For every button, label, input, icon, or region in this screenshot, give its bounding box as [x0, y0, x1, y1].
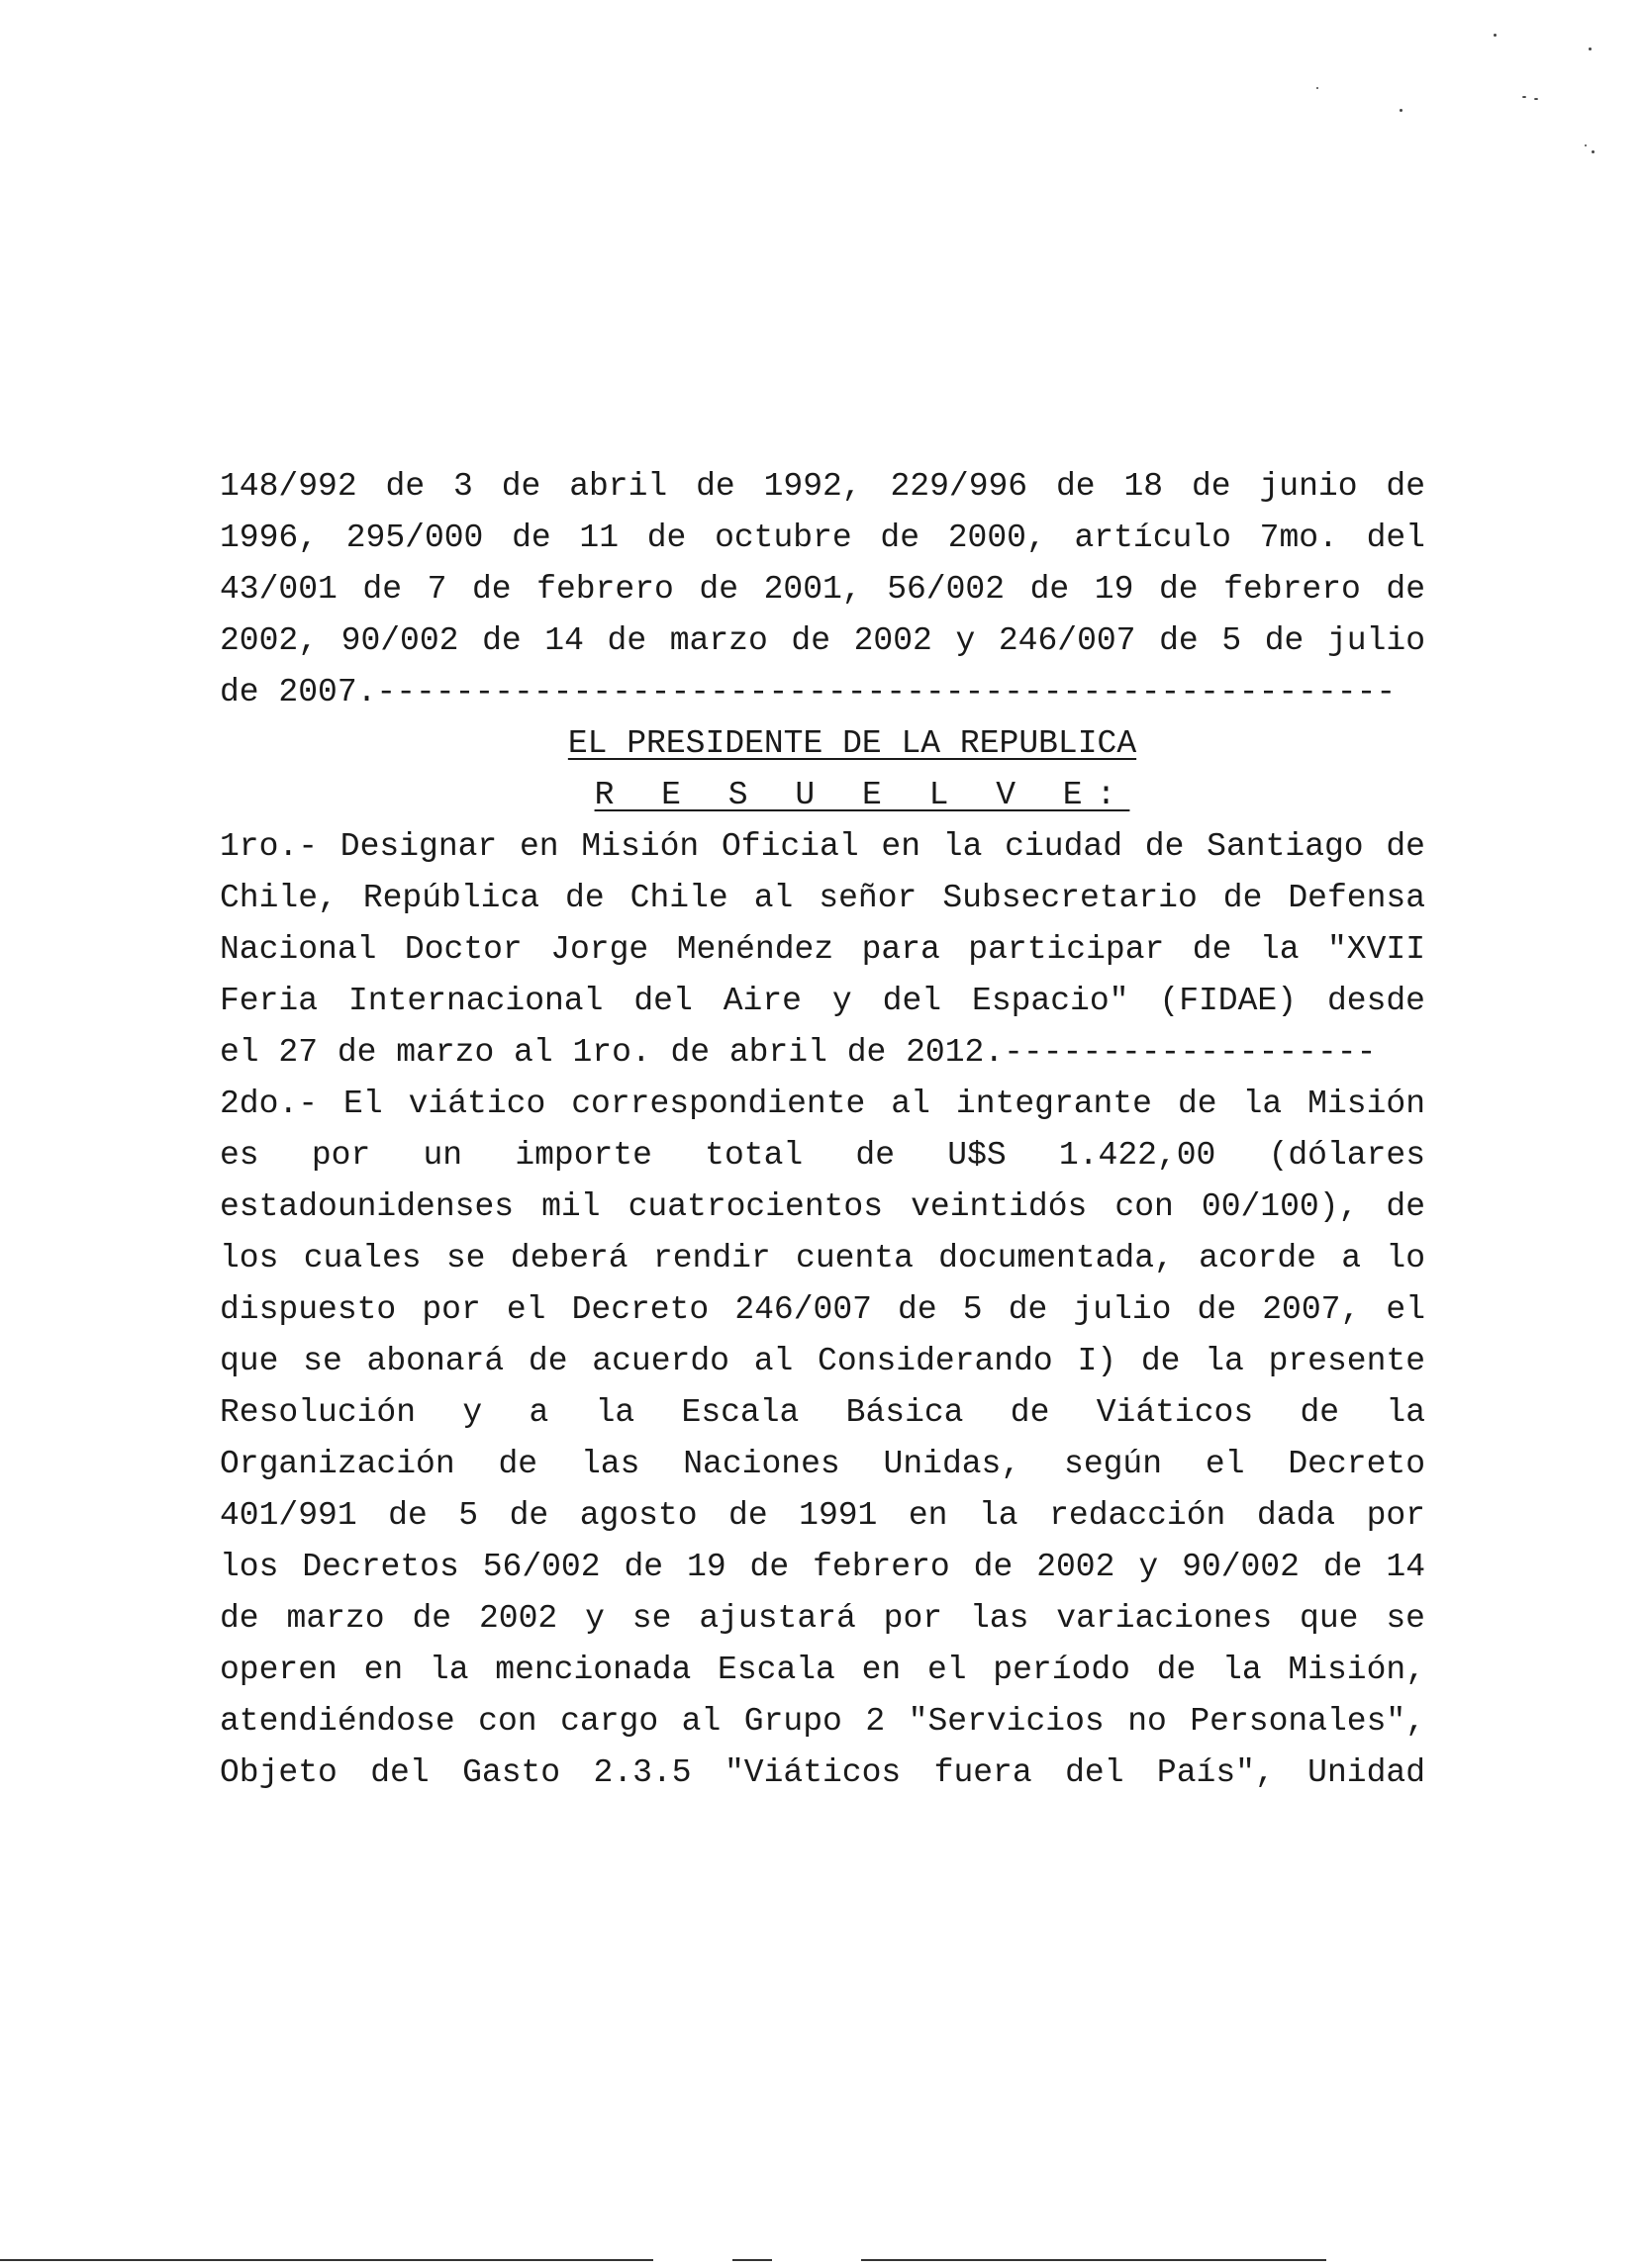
text-line: Feria Internacional del Aire y del Espacio" (FIDAE) desde [220, 983, 1425, 1019]
text-line: que se abonará de acuerdo al Considerando I) de la presente [220, 1343, 1425, 1379]
scan-edge-line [0, 2259, 653, 2261]
resuelve-heading [220, 770, 1425, 821]
scan-edge-line [732, 2259, 772, 2261]
text-line: dispuesto por el Decreto 246/007 de 5 de julio de 2007, el [220, 1291, 1425, 1328]
text-line: es por un importe total de U$S 1.422,00 (dólares [220, 1137, 1425, 1174]
text-line: de marzo de 2002 y se ajustará por las variaciones que se [220, 1600, 1425, 1637]
scan-speck [1400, 109, 1402, 112]
text-line: 1ro.- Designar en Misión Oficial en la ciudad de Santiago de [220, 828, 1425, 865]
resuelve-heading-text: R E S U E L V E: [594, 777, 1130, 813]
presidente-heading [220, 718, 1425, 770]
scan-edge-line [861, 2259, 1326, 2261]
text-line: 43/001 de 7 de febrero de 2001, 56/002 de 19 de febrero de [220, 571, 1425, 608]
text-line: operen en la mencionada Escala en el período de la Misión, [220, 1652, 1425, 1688]
text-line: 148/992 de 3 de abril de 1992, 229/996 de 18 de junio de [220, 468, 1425, 505]
scan-speck [1585, 144, 1587, 146]
text-line: 2002, 90/002 de 14 de marzo de 2002 y 246/007 de 5 de julio [220, 622, 1425, 659]
text-line: los cuales se deberá rendir cuenta documentada, acorde a lo [220, 1240, 1425, 1276]
text-line: 1996, 295/000 de 11 de octubre de 2000, artículo 7mo. del [220, 520, 1425, 556]
scan-speck [1589, 47, 1592, 50]
scan-speck [1494, 34, 1497, 37]
text-line: Nacional Doctor Jorge Menéndez para participar de la "XVII [220, 931, 1425, 968]
text-line: los Decretos 56/002 de 19 de febrero de 2002 y 90/002 de 14 [220, 1549, 1425, 1585]
text-line: estadounidenses mil cuatrocientos veintidós con 00/100), de [220, 1188, 1425, 1225]
text-line: 2do.- El viático correspondiente al integrante de la Misión [220, 1086, 1425, 1122]
text-line: de 2007.---------------------------------------------------- [220, 674, 1397, 710]
scan-speck [1316, 87, 1318, 89]
text-line: Objeto del Gasto 2.3.5 "Viáticos fuera del País", Unidad [220, 1754, 1425, 1791]
text-line: 401/991 de 5 de agosto de 1991 en la redacción dada por [220, 1497, 1425, 1534]
text-line: Organización de las Naciones Unidas, según el Decreto [220, 1446, 1425, 1482]
text-line: Chile, República de Chile al señor Subsecretario de Defensa [220, 880, 1425, 916]
text-line: Resolución y a la Escala Básica de Viáticos de la [220, 1394, 1425, 1431]
text-line: atendiéndose con cargo al Grupo 2 "Servicios no Personales", [220, 1703, 1425, 1740]
scan-speck [1592, 150, 1595, 153]
presidente-heading-text: EL PRESIDENTE DE LA REPUBLICA [567, 725, 1137, 762]
scan-speck [1534, 98, 1538, 100]
resolution-text-block [220, 461, 1425, 1799]
text-line: el 27 de marzo al 1ro. de abril de 2012.------------------- [220, 1034, 1377, 1071]
scan-speck [1522, 96, 1526, 98]
